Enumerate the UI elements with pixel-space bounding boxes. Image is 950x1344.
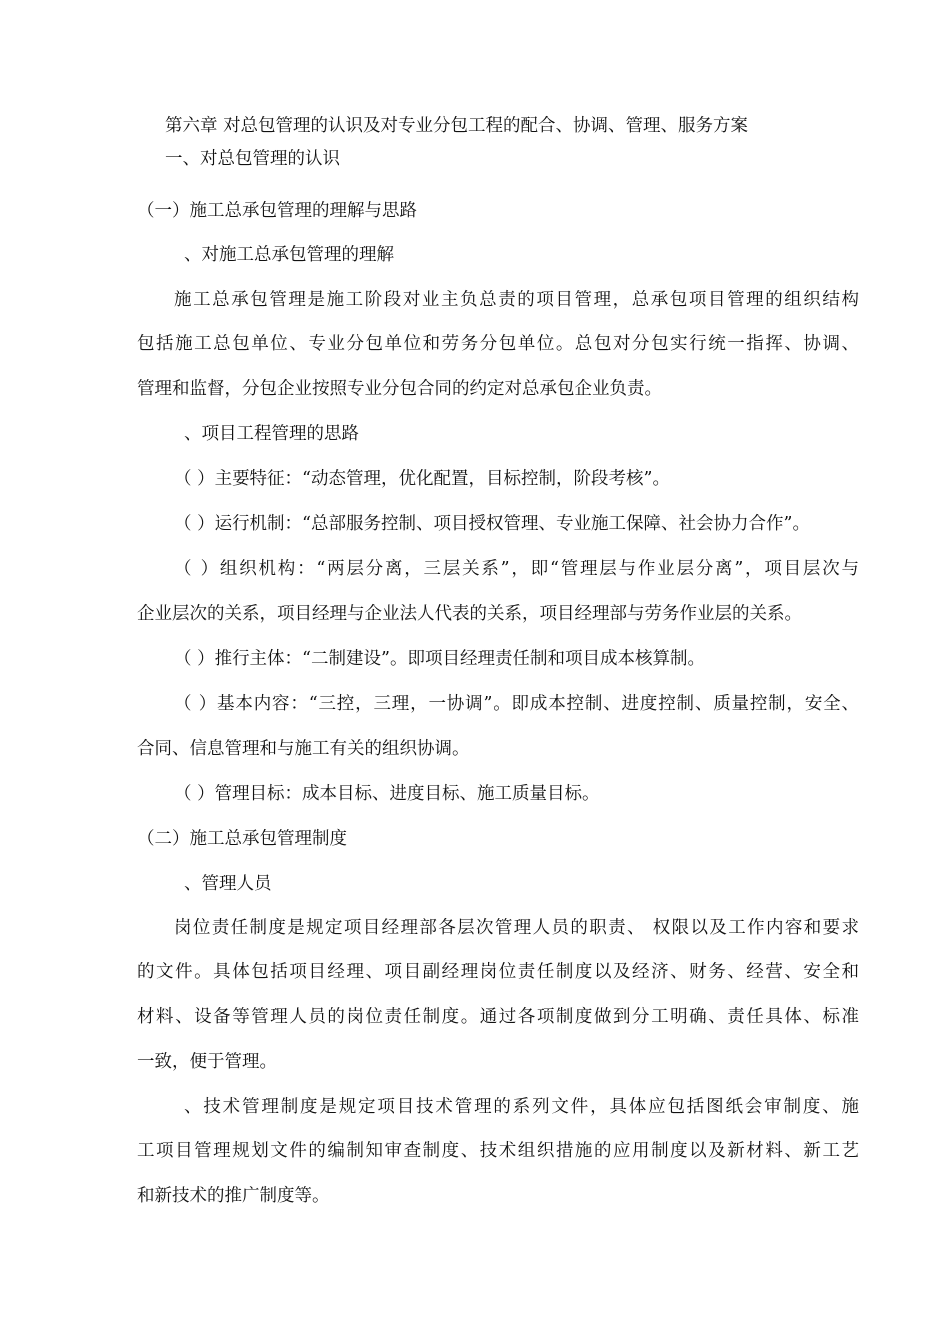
paragraph-2-line: 的文件。具体包括项目经理、项目副经理岗位责任制度以及经济、财务、经营、安全和 — [137, 962, 859, 982]
paragraph-1-line: 包括施工总包单位、专业分包单位和劳务分包单位。总包对分包实行统一指挥、协调、 — [137, 334, 859, 354]
paragraph-2-line: 岗位责任制度是规定项目经理部各层次管理人员的职责、 权限以及工作内容和要求 — [174, 918, 859, 938]
point-line: （ ）基本内容：“三控，三理，一协调”。即成本控制、进度控制、质量控制，安全、 — [174, 694, 859, 714]
point-line: （ ）推行主体：“二制建设”。即项目经理责任制和项目成本核算制。 — [174, 649, 705, 669]
paragraph-1-line: 管理和监督，分包企业按照专业分包合同的约定对总承包企业负责。 — [137, 379, 662, 399]
point-line: 企业层次的关系，项目经理与企业法人代表的关系，项目经理部与劳务作业层的关系。 — [137, 604, 802, 624]
item-heading-3: 、管理人员 — [184, 874, 272, 894]
paragraph-2-line: 材料、设备等管理人员的岗位责任制度。通过各项制度做到分工明确、责任具体、标准 — [137, 1007, 859, 1027]
paragraph-3-line: 和新技术的推广制度等。 — [137, 1186, 330, 1206]
point-line: （ ）主要特征：“动态管理，优化配置，目标控制，阶段考核”。 — [174, 469, 670, 489]
subsection-heading-2: （二）施工总承包管理制度 — [137, 829, 347, 849]
point-line: （ ）管理目标：成本目标、进度目标、施工质量目标。 — [174, 784, 600, 804]
paragraph-3-line: 工项目管理规划文件的编制知审查制度、技术组织措施的应用制度以及新材料、新工艺 — [137, 1141, 859, 1161]
point-line: 合同、信息管理和与施工有关的组织协调。 — [137, 739, 470, 759]
section-heading-1: 一、对总包管理的认识 — [165, 149, 340, 169]
paragraph-2-line: 一致，便于管理。 — [137, 1052, 277, 1072]
item-heading-1: 、对施工总承包管理的理解 — [184, 245, 394, 265]
subsection-heading-1: （一）施工总承包管理的理解与思路 — [137, 201, 417, 221]
chapter-title: 第六章 对总包管理的认识及对专业分包工程的配合、协调、管理、服务方案 — [165, 116, 749, 136]
point-line: （ ）组织机构：“两层分离，三层关系”，即“管理层与作业层分离”，项目层次与 — [174, 559, 859, 579]
point-line: （ ）运行机制：“总部服务控制、项目授权管理、专业施工保障、社会协力合作”。 — [174, 514, 810, 534]
paragraph-1-line: 施工总承包管理是施工阶段对业主负总责的项目管理，总承包项目管理的组织结构 — [174, 290, 859, 310]
paragraph-3-line: 、技术管理制度是规定项目技术管理的系列文件，具体应包括图纸会审制度、施 — [184, 1097, 859, 1117]
item-heading-2: 、项目工程管理的思路 — [184, 424, 359, 444]
